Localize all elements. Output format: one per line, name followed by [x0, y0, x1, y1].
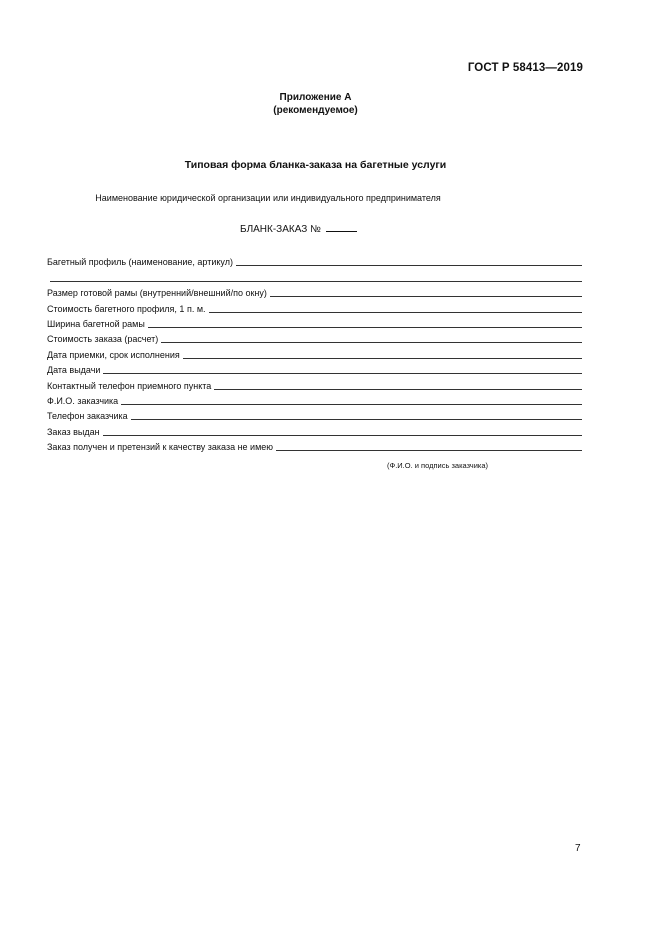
appendix-heading	[0, 91, 631, 117]
fill-line	[183, 358, 582, 359]
field-row-frame-size	[47, 284, 582, 299]
fill-line	[209, 312, 582, 313]
field-row-acceptance-date	[47, 345, 582, 360]
field-row-issue-date	[47, 361, 582, 376]
order-number-line	[326, 222, 357, 232]
page-number: 7	[575, 843, 581, 854]
field-label: Стоимость багетного профиля, 1 п. м.	[47, 303, 206, 314]
field-row-order-received	[47, 438, 582, 453]
field-row-profile-continuation	[47, 268, 582, 283]
field-row-order-cost	[47, 330, 582, 345]
field-row-customer-phone	[47, 407, 582, 422]
field-label: Багетный профиль (наименование, артикул)	[47, 257, 233, 268]
fill-line	[50, 281, 582, 282]
field-label: Ширина багетной рамы	[47, 318, 145, 329]
standard-code: ГОСТ Р 58413—2019	[467, 62, 583, 74]
field-label: Стоимость заказа (расчет)	[47, 334, 159, 345]
fill-line	[148, 327, 582, 328]
fill-line	[103, 373, 582, 374]
appendix-status: (рекомендуемое)	[273, 105, 358, 116]
fill-line	[276, 450, 582, 451]
field-label: Ф.И.О. заказчика	[47, 395, 119, 406]
fill-line	[161, 342, 582, 343]
field-label: Заказ получен и претензий к качеству заказа не имею	[47, 442, 274, 453]
field-label: Телефон заказчика	[47, 411, 128, 422]
field-row-frame-width	[47, 315, 582, 330]
field-row-profile	[47, 253, 582, 268]
fill-line	[236, 265, 582, 266]
fill-line	[103, 435, 582, 436]
fill-line	[214, 389, 582, 390]
fill-line	[270, 296, 582, 297]
fill-line	[121, 404, 582, 405]
signature-caption: (Ф.И.О. и подпись заказчика)	[387, 461, 489, 470]
fill-line	[131, 419, 582, 420]
form-title: Типовая форма бланка-заказа на багетные услуги	[184, 159, 447, 171]
field-label: Контактный телефон приемного пункта	[47, 380, 212, 391]
blank-title-text: БЛАНК-ЗАКАЗ №	[240, 224, 321, 235]
field-label: Размер готовой рамы (внутренний/внешний/по окну)	[47, 288, 267, 299]
field-label: Дата выдачи	[47, 365, 101, 376]
blank-title	[240, 222, 357, 235]
appendix-title: Приложение А	[279, 92, 352, 103]
field-row-contact-phone	[47, 376, 582, 391]
field-row-profile-price	[47, 299, 582, 314]
form-fields	[47, 253, 582, 453]
field-row-order-issued	[47, 422, 582, 437]
field-row-customer-name	[47, 392, 582, 407]
organization-label: Наименование юридической организации или индивидуального предпринимателя	[95, 193, 441, 203]
field-label: Дата приемки, срок исполнения	[47, 349, 180, 360]
field-label: Заказ выдан	[47, 426, 100, 437]
